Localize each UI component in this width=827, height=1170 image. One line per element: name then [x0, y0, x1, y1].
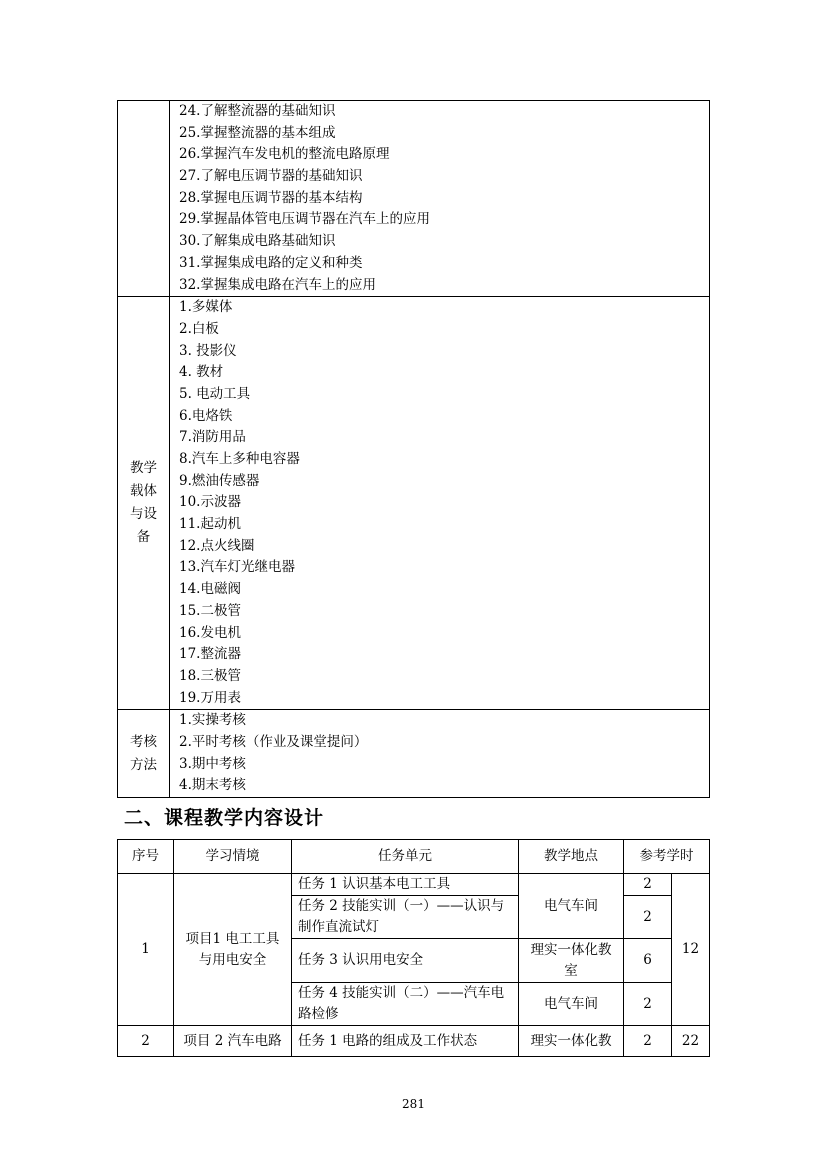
- task-cell: 任务 4 技能实训（二）——汽车电 路检修: [292, 983, 519, 1026]
- project-number: 1: [118, 874, 174, 1026]
- equipment-row: [118, 297, 710, 710]
- equipment-list: [170, 297, 710, 710]
- project-name: 项目 2 汽车电路: [174, 1026, 292, 1057]
- list-item: 1.实操考核: [179, 712, 246, 729]
- course-info-table: [117, 100, 710, 798]
- list-item: 11.起动机: [179, 516, 241, 533]
- equipment-label: 教学 载体 与设 备: [118, 297, 170, 710]
- location-cell: 理实一体化教: [519, 1026, 624, 1057]
- total-hours-cell: 12: [672, 874, 710, 1026]
- hours-cell: 6: [624, 939, 672, 983]
- list-item: 32.掌握集成电路在汽车上的应用: [179, 276, 376, 293]
- list-item: 29.掌握晶体管电压调节器在汽车上的应用: [179, 211, 430, 228]
- task-cell: 任务 3 认识用电安全: [292, 939, 519, 983]
- header-location: 教学地点: [519, 840, 624, 874]
- list-item: 16.发电机: [179, 624, 241, 641]
- list-item: 25.掌握整流器的基本组成: [179, 124, 336, 141]
- project-name: 项目1 电工工具 与用电安全: [174, 874, 292, 1026]
- header-no: 序号: [118, 840, 174, 874]
- header-task: 任务单元: [292, 840, 519, 874]
- task-cell: 任务 1 认识基本电工工具: [292, 874, 519, 896]
- assessment-label: 考核 方法: [118, 710, 170, 798]
- hours-cell: 2: [624, 983, 672, 1026]
- task-cell: 任务 1 电路的组成及工作状态: [292, 1026, 519, 1057]
- assessment-row: [118, 710, 710, 798]
- objectives-list: [170, 101, 710, 297]
- objectives-row: [118, 101, 710, 297]
- list-item: 19.万用表: [179, 689, 241, 706]
- list-item: 24.了解整流器的基础知识: [179, 103, 336, 119]
- list-item: 8.汽车上多种电容器: [179, 451, 300, 467]
- list-item: 17.整流器: [179, 646, 241, 663]
- list-item: 4.期末考核: [179, 777, 246, 794]
- list-item: 10.示波器: [179, 494, 241, 511]
- section-title: 二、课程教学内容设计: [124, 807, 325, 829]
- table-row: [118, 1026, 710, 1057]
- list-item: 30.了解集成电路基础知识: [179, 233, 336, 250]
- list-item: 28.掌握电压调节器的基本结构: [179, 189, 363, 206]
- header-situation: 学习情境: [174, 840, 292, 874]
- list-item: 14.电磁阀: [179, 581, 241, 598]
- list-item: 5. 电动工具: [179, 385, 251, 402]
- task-cell: 任务 2 技能实训（一）——认识与 制作直流试灯: [292, 896, 519, 939]
- list-item: 18.三极管: [179, 667, 241, 684]
- list-item: 15.二极管: [179, 602, 241, 619]
- list-item: 12.点火线圈: [179, 537, 255, 554]
- table-row: [118, 874, 710, 896]
- assessment-list: [170, 710, 710, 798]
- list-item: 13.汽车灯光继电器: [179, 559, 295, 576]
- list-item: 26.掌握汽车发电机的整流电路原理: [179, 146, 390, 163]
- location-cell: 电气车间: [519, 874, 624, 939]
- list-item: 4. 教材: [179, 364, 224, 381]
- hours-cell: 2: [624, 1026, 672, 1057]
- page-number: 281: [402, 1097, 425, 1111]
- objectives-label-cell: [118, 101, 170, 297]
- location-cell: 理实一体化教 室: [519, 939, 624, 983]
- list-item: 2.平时考核（作业及课堂提问）: [179, 733, 368, 750]
- header-hours: 参考学时: [624, 840, 710, 874]
- hours-cell: 2: [624, 896, 672, 939]
- list-item: 3. 投影仪: [179, 342, 237, 359]
- list-item: 9.燃油传感器: [179, 472, 260, 489]
- list-item: 7.消防用品: [179, 429, 246, 446]
- list-item: 6.电烙铁: [179, 407, 233, 424]
- content-design-table: [117, 839, 710, 1057]
- list-item: 3.期中考核: [179, 755, 246, 772]
- location-cell: 电气车间: [519, 983, 624, 1026]
- hours-cell: 2: [624, 874, 672, 896]
- list-item: 27.了解电压调节器的基础知识: [179, 168, 363, 185]
- project-number: 2: [118, 1026, 174, 1057]
- list-item: 2.白板: [179, 320, 219, 337]
- list-item: 1.多媒体: [179, 299, 233, 316]
- total-hours-cell: 22: [672, 1026, 710, 1057]
- table-header-row: [118, 840, 710, 874]
- list-item: 31.掌握集成电路的定义和种类: [179, 254, 363, 271]
